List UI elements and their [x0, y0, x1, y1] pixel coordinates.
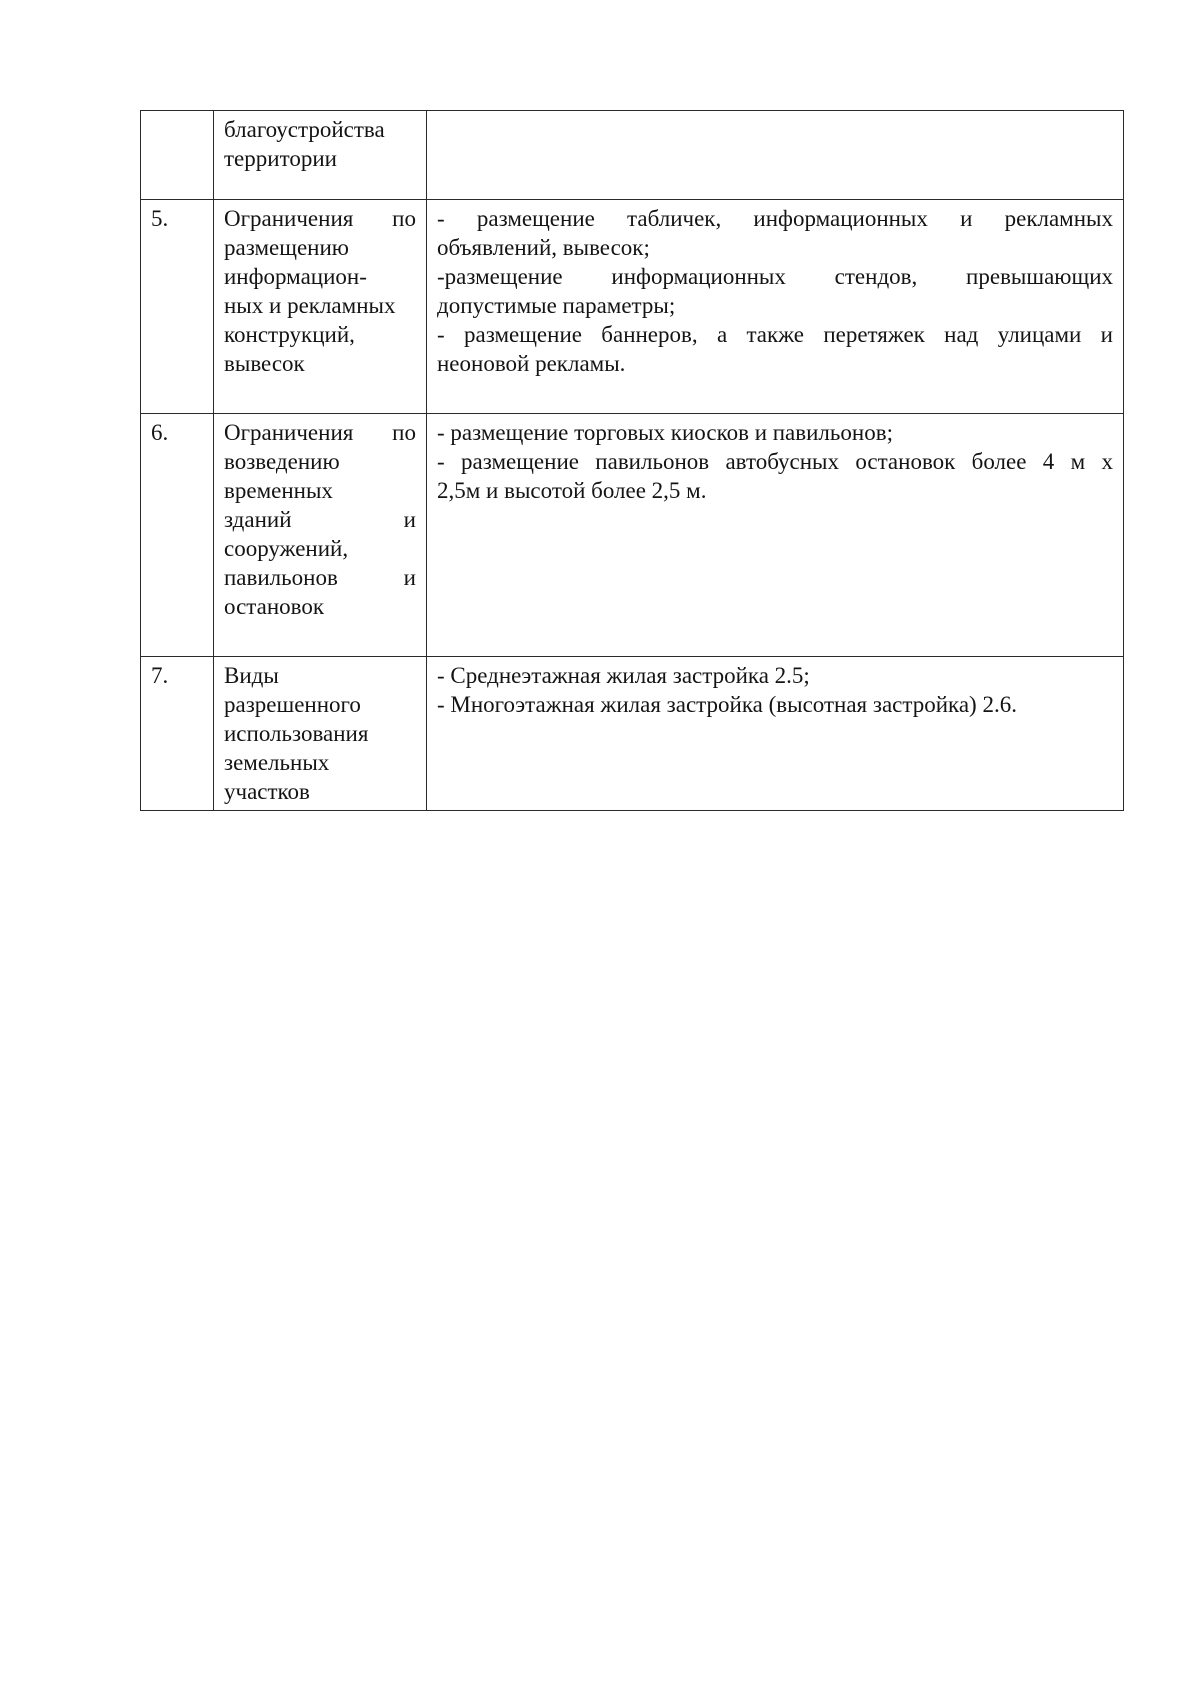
name-line: информацион- [224, 264, 367, 289]
row-name-cell [214, 657, 427, 811]
row-number-cell: 6. [141, 414, 214, 657]
table-row [141, 657, 1124, 811]
table-row [141, 200, 1124, 414]
row-number-cell: 7. [141, 657, 214, 811]
row-name-cell [214, 200, 427, 414]
name-line: остановок [224, 594, 325, 619]
name-line: сооружений, [224, 536, 349, 561]
name-line: вывесок [224, 351, 305, 376]
content-line: -размещение информационных стендов, превышающих [437, 264, 1113, 289]
name-line: ных и рекламных [224, 293, 396, 318]
row-name-cell [214, 111, 427, 200]
content-line: неоновой рекламы. [437, 351, 626, 376]
name-line: возведению [224, 449, 340, 474]
name-line: павильонов и [224, 565, 416, 590]
row-content-cell [427, 414, 1124, 657]
content-line: - размещение торговых киосков и павильонов; [437, 420, 893, 445]
regulations-table [140, 110, 1124, 811]
name-line: земельных [224, 750, 330, 775]
row-content-cell [427, 111, 1124, 200]
content-line: - размещение павильонов автобусных остановок более 4 м х [437, 449, 1113, 474]
row-number-cell: 5. [141, 200, 214, 414]
name-line: конструкций, [224, 322, 355, 347]
table-row [141, 414, 1124, 657]
row-content-cell [427, 657, 1124, 811]
name-line: территории [224, 146, 337, 171]
content-line: 2,5м и высотой более 2,5 м. [437, 478, 707, 503]
row-content-cell [427, 200, 1124, 414]
content-line: - Многоэтажная жилая застройка (высотная застройка) 2.6. [437, 692, 1017, 717]
name-line: Ограничения по [224, 206, 416, 231]
name-line: Виды [224, 663, 279, 688]
name-line: временных [224, 478, 333, 503]
content-line: - размещение табличек, информационных и рекламных [437, 206, 1113, 231]
content-line: - размещение баннеров, а также перетяжек над улицами и [437, 322, 1113, 347]
name-line: использования [224, 721, 369, 746]
name-line: Ограничения по [224, 420, 416, 445]
name-line: разрешенного [224, 692, 361, 717]
name-line: размещению [224, 235, 349, 260]
row-number-cell [141, 111, 214, 200]
name-line: зданий и [224, 507, 416, 532]
name-line: участков [224, 779, 310, 804]
content-line: - Среднеэтажная жилая застройка 2.5; [437, 663, 810, 688]
content-line: объявлений, вывесок; [437, 235, 650, 260]
table-row [141, 111, 1124, 200]
row-name-cell [214, 414, 427, 657]
name-line: благоустройства [224, 117, 385, 142]
content-line: допустимые параметры; [437, 293, 676, 318]
